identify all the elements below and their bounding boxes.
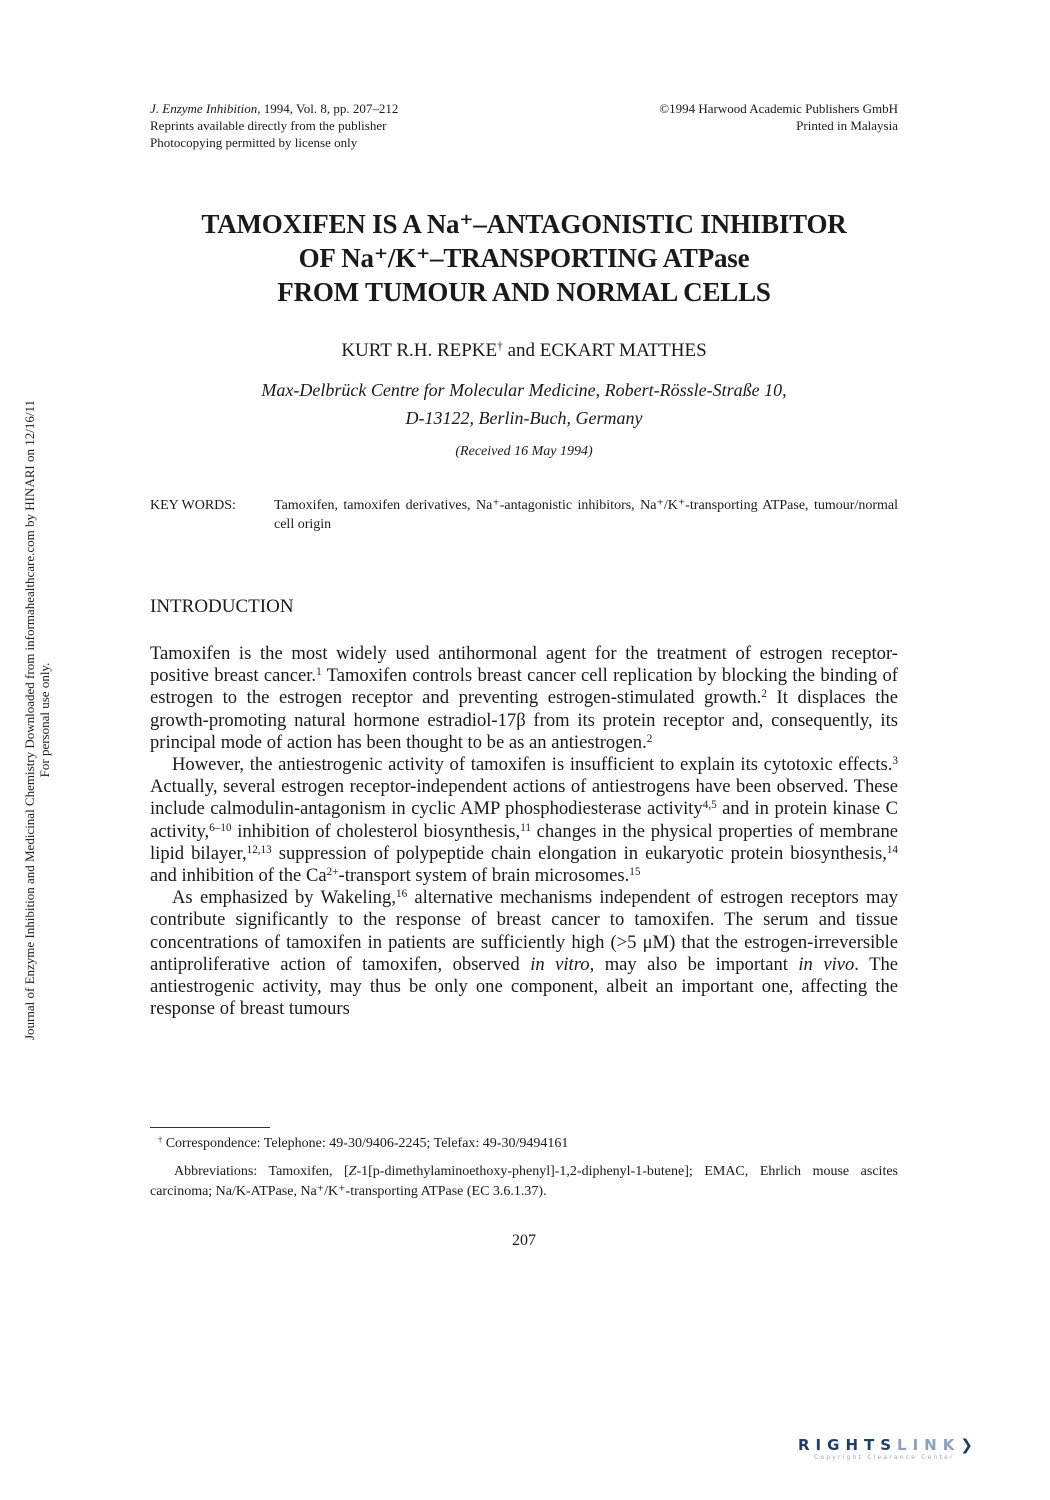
p2-text-2: Actually, several estrogen receptor-independent actions of antiestrogens have been observed. These include calmodulin-antagonism in cyclic AMP phosphodiesterase activity	[150, 776, 898, 820]
author-2: ECKART MATTHES	[539, 340, 707, 361]
reprints-note: Reprints available directly from the publisher	[150, 118, 387, 133]
footnote-correspondence-text: Correspondence: Telephone: 49-30/9406-2245; Telefax: 49-30/9494161	[162, 1136, 569, 1151]
rightslink-word-2: LINK	[897, 1436, 961, 1454]
paragraph-2	[150, 754, 898, 887]
paragraph-3	[150, 887, 898, 1020]
p2-text-4: inhibition of cholesterol biosynthesis,	[231, 820, 521, 842]
p3-text-2: alternative mechanisms independent of estrogen receptors may contribute significantly to the response of breast cancer to tamoxifen. The serum and tissue concentrations of tamoxifen in patients are sufficiently high (>5 μM) that the estrogen-irreversible antiproliferative action of tamoxifen, observed	[150, 887, 898, 975]
footnote-correspondence	[150, 1134, 898, 1154]
title-line-2: OF Na⁺/K⁺–TRANSPORTING ATPase	[298, 243, 750, 273]
p3-text-1: As emphasized by Wakeling,	[172, 887, 396, 909]
ref-superscript: 4,5	[702, 799, 717, 812]
header-left	[150, 100, 398, 151]
p3-text-3: , may also be important	[589, 953, 799, 975]
title-line-3: FROM TUMOUR AND NORMAL CELLS	[277, 277, 771, 307]
ref-superscript: 16	[395, 888, 408, 901]
p3-italic-in-vivo: in vivo	[798, 953, 855, 975]
ref-superscript: 2	[761, 688, 767, 701]
rightslink-arrow-icon: ❯	[960, 1436, 979, 1454]
author-conjunction: and	[502, 340, 540, 361]
p2-text-3: and in protein kinase C activity,	[150, 798, 898, 842]
p2-text-6: suppression of polypeptide chain elongation in eukaryotic protein biosynthesis,	[271, 842, 887, 864]
page-number: 207	[512, 1232, 536, 1249]
p2-text-7: and inhibition of the Ca	[150, 865, 327, 887]
ion-charge: 2+	[326, 865, 339, 878]
footnote-rule	[150, 1127, 270, 1128]
title-line-1: TAMOXIFEN IS A Na⁺–ANTAGONISTIC INHIBITOR	[201, 209, 847, 239]
p3-text-4: . The antiestrogenic activity, may thus be only one component, albeit an important one, affecting the response of breast tumours	[150, 953, 898, 1020]
ref-superscript: 2	[646, 732, 653, 745]
header-right	[659, 100, 898, 134]
journal-details: , 1994, Vol. 8, pp. 207–212	[257, 101, 399, 116]
rightslink-tagline: Copyright Clearance Center	[814, 1454, 955, 1461]
rightslink-word-1: RIGHTS	[798, 1436, 898, 1454]
journal-citation	[150, 100, 398, 117]
p1-text-3: It displaces the growth-promoting natural hormone estradiol-17β from its protein receptor and, consequently, its principal mode of action has been thought to be as an antiestrogen.	[150, 687, 898, 753]
footnote-mark: †	[158, 1135, 163, 1145]
ref-superscript: 15	[629, 865, 641, 878]
ref-superscript: 14	[886, 843, 898, 856]
author-1: KURT R.H. REPKE	[341, 340, 498, 361]
affiliation	[150, 376, 898, 432]
p2-text-5: changes in the physical properties of membrane lipid bilayer,	[150, 820, 899, 864]
footnote-abbreviations	[150, 1162, 898, 1202]
author-list	[150, 340, 898, 362]
watermark-line-2: For personal use only.	[37, 662, 52, 778]
p3-italic-in-vitro: in vitro	[530, 953, 590, 975]
article-title	[150, 207, 898, 309]
footnotes	[150, 1134, 898, 1210]
ref-superscript: 6–10	[209, 821, 232, 834]
watermark-line-1: Journal of Enzyme Inhibition and Medicinal Chemistry Downloaded from informahealthcare.com by HINARI on 12/16/11	[22, 400, 37, 1040]
keywords-text: Tamoxifen, tamoxifen derivatives, Na⁺-antagonistic inhibitors, Na⁺/K⁺-transporting ATPase, tumour/normal cell origin	[274, 498, 898, 532]
ref-superscript: 3	[892, 754, 898, 767]
p1-text-1: Tamoxifen is the most widely used antihormonal agent for the treatment of estrogen receptor-positive breast cancer.	[150, 643, 898, 687]
ref-superscript: 1	[316, 666, 322, 679]
abbrev-text-2: -1[p-dimethylaminoethoxy-phenyl]-1,2-diphenyl-1-butene]; EMAC, Ehrlich mouse ascites carcinoma; Na/K-ATPase, Na⁺/K⁺-transporting ATPase (EC 3.6.1.37).	[150, 1164, 898, 1199]
affiliation-line-2: D-13122, Berlin-Buch, Germany	[405, 408, 643, 428]
received-date: (Received 16 May 1994)	[455, 444, 593, 459]
abbrev-text-1: Abbreviations: Tamoxifen, [	[174, 1164, 349, 1179]
photocopy-note: Photocopying permitted by license only	[150, 135, 358, 150]
ref-superscript: 11	[520, 821, 531, 834]
correspondence-mark: †	[497, 340, 503, 353]
keywords-label: KEY WORDS:	[150, 498, 236, 513]
section-heading: INTRODUCTION	[150, 596, 294, 617]
ref-superscript: 12,13	[246, 843, 272, 856]
journal-name: J. Enzyme Inhibition	[150, 101, 258, 116]
affiliation-line-1: Max-Delbrück Centre for Molecular Medicine, Robert-Rössle-Straße 10,	[261, 380, 787, 400]
p2-text-1: However, the antiestrogenic activity of tamoxifen is insufficient to explain its cytotoxic effects.	[172, 754, 893, 776]
p2-text-8: -transport system of brain microsomes.	[338, 865, 630, 887]
printed-note: Printed in Malaysia	[796, 118, 898, 133]
copyright-note: ©1994 Harwood Academic Publishers GmbH	[659, 101, 898, 116]
rightslink-logo	[798, 1436, 1030, 1470]
abbrev-italic-z: Z	[348, 1164, 357, 1179]
keywords-block	[150, 496, 898, 534]
paragraph-1	[150, 643, 898, 754]
body-text	[150, 643, 898, 1020]
p1-text-2: Tamoxifen controls breast cancer cell replication by blocking the binding of estrogen to the estrogen receptor and preventing estrogen-stimulated growth.	[150, 665, 898, 709]
